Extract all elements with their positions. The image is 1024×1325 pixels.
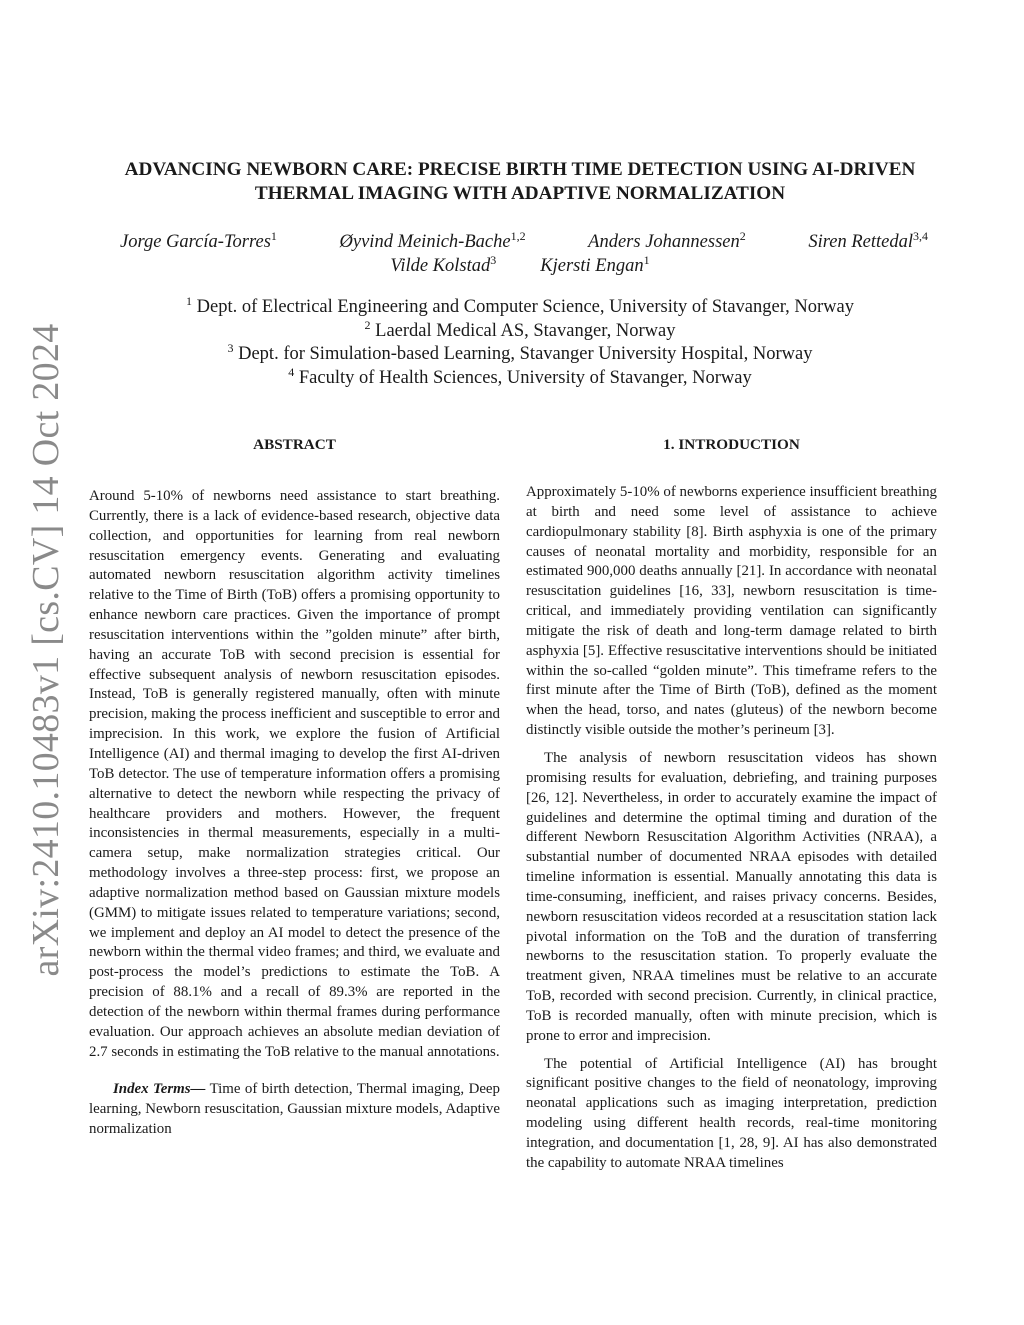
introduction-heading: 1. INTRODUCTION <box>663 436 800 453</box>
abstract-body: Around 5-10% of newborns need assistance to start breathing. Currently, there is a lack of evidence-based research, objective data collection, and opportunities for learning from real newborn resuscitation emergency events. Generating and evaluating automated newborn resuscitation algorithm activity timelines relative to the Time of Birth (ToB) offers a promising opportunity to enhance newborn care practices. Given the importance of prompt resuscitation interventions within the ”golden minute” after birth, having an accurate ToB with second precision is essential for effective subsequent analysis of newborn resuscitation episodes. Instead, ToB is generally registered manually, often with minute precision, making the process inefficient and susceptible to error and imprecision. In this work, we explore the fusion of Artificial Intelligence (AI) and thermal imaging to develop the first AI-driven ToB detector. The use of temperature information offers a promising alternative to detect the newborn while respecting the privacy of healthcare providers and mothers. However, the frequent inconsistencies in thermal measurements, especially in a multi-camera setup, make normalization strategies critical. Our methodology involves a three-step process: first, we propose an adaptive normalization method based on Gaussian mixture models (GMM) to mitigate issues related to temperature variations; second, we implement and deploy an AI model to detect the presence of the newborn within the thermal video frames; and third, we evaluate and post-process the model’s predictions to estimate the ToB. A precision of 88.1% and a recall of 89.3% are reported in the detection of the newborn within thermal frames during performance evaluation. Our approach achieves an absolute median deviation of 2.7 seconds in estimating the ToB relative to the manual annotations. <box>89 488 500 1060</box>
author: Jorge García-Torres$^1$ <box>120 229 277 252</box>
intro-paragraph: The potential of Artificial Intelligence (AI) has brought significant positive changes to the field of neonatology, improving neonatal applications such as imaging interpretation, prediction modeling using different health records, real-time monitoring integration, and documentation [1, 28, 9]. AI has also demonstrated the capability to automate NRAA timelines <box>526 1055 937 1171</box>
author: Anders Johannessen$^2$ <box>588 229 746 252</box>
intro-paragraph: The analysis of newborn resuscitation videos has shown promising results for evaluation, debriefing, and training purposes [26, 12]. Nevertheless, in order to accurately examine the impact of guidelines and determine the optimal timing and duration of the different Newborn Resuscitation Algorithm Activities (NRAA), a substantial number of documented NRAA episodes with detailed timeline information is essential. Manually annotating this data is time-consuming, inefficient, and raises privacy concerns. Besides, newborn resuscitation videos recorded at a resuscitation station lack pivotal information on the ToB and the duration of transferring newborns to the resuscitation station. To properly evaluate the treatment given, NRAA timelines must be relative to an accurate ToB, recorded with second precision. Currently, in clinical practice, ToB is recorded manually, often with minute precision, which is prone to error and imprecision. <box>526 749 937 1044</box>
author: Siren Rettedal$^{3,4}$ <box>808 229 928 252</box>
abstract-column <box>89 435 500 1140</box>
author: Kjersti Engan$^1$ <box>540 253 650 276</box>
author: Øyvind Meinich-Bache$^{1,2}$ <box>339 229 526 252</box>
title-line: THERMAL IMAGING WITH ADAPTIVE NORMALIZATION <box>254 183 786 204</box>
index-terms-text: Time of birth detection, Thermal imaging, Deep learning, Newborn resuscitation, Gaussian mixture models, Adaptive normalization <box>89 1081 500 1138</box>
affiliation: $^1$ Dept. of Electrical Engineering and Computer Science, University of Stavanger, Norway <box>186 294 854 317</box>
affiliation: $^3$ Dept. for Simulation-based Learning, Stavanger University Hospital, Norway <box>227 341 813 364</box>
index-terms-label: Index Terms— <box>113 1081 206 1098</box>
introduction-column <box>526 435 937 1174</box>
index-terms <box>89 1080 500 1140</box>
author-list <box>90 230 950 278</box>
affiliation: $^4$ Faculty of Health Sciences, University of Stavanger, Norway <box>288 364 752 388</box>
author: Vilde Kolstad$^3$ <box>390 253 497 276</box>
intro-paragraph: Approximately 5-10% of newborns experience insufficient breathing at birth and need some level of assistance to achieve cardiopulmonary stability [8]. Birth asphyxia is one of the primary causes of neonatal mortality and morbidity, responsible for an estimated 900,000 deaths annually [21]. In accordance with neonatal resuscitation guidelines [16, 33], newborn resuscitation is time-critical, and immediately providing ventilation can significantly mitigate the risk of death and long-term damage related to birth asphyxia [5]. Effective resuscitative interventions should be initiated within the so-called “golden minute”. This timeframe refers to the first minute after the Time of Birth (ToB), defined as the moment when the head, torso, and nates (gluteus) of the newborn become distinctly visible outside the mother’s perineum [3]. <box>526 484 937 739</box>
title-line: ADVANCING NEWBORN CARE: PRECISE BIRTH TIME DETECTION USING AI-DRIVEN <box>124 159 916 180</box>
affiliation-list <box>90 296 950 390</box>
arxiv-identifier: arXiv:2410.10483v1 [cs.CV] 14 Oct 2024 <box>25 323 67 977</box>
abstract-heading: ABSTRACT <box>253 436 336 453</box>
paper-title <box>90 158 950 206</box>
affiliation: $^2$ Laerdal Medical AS, Stavanger, Norway <box>364 317 676 341</box>
